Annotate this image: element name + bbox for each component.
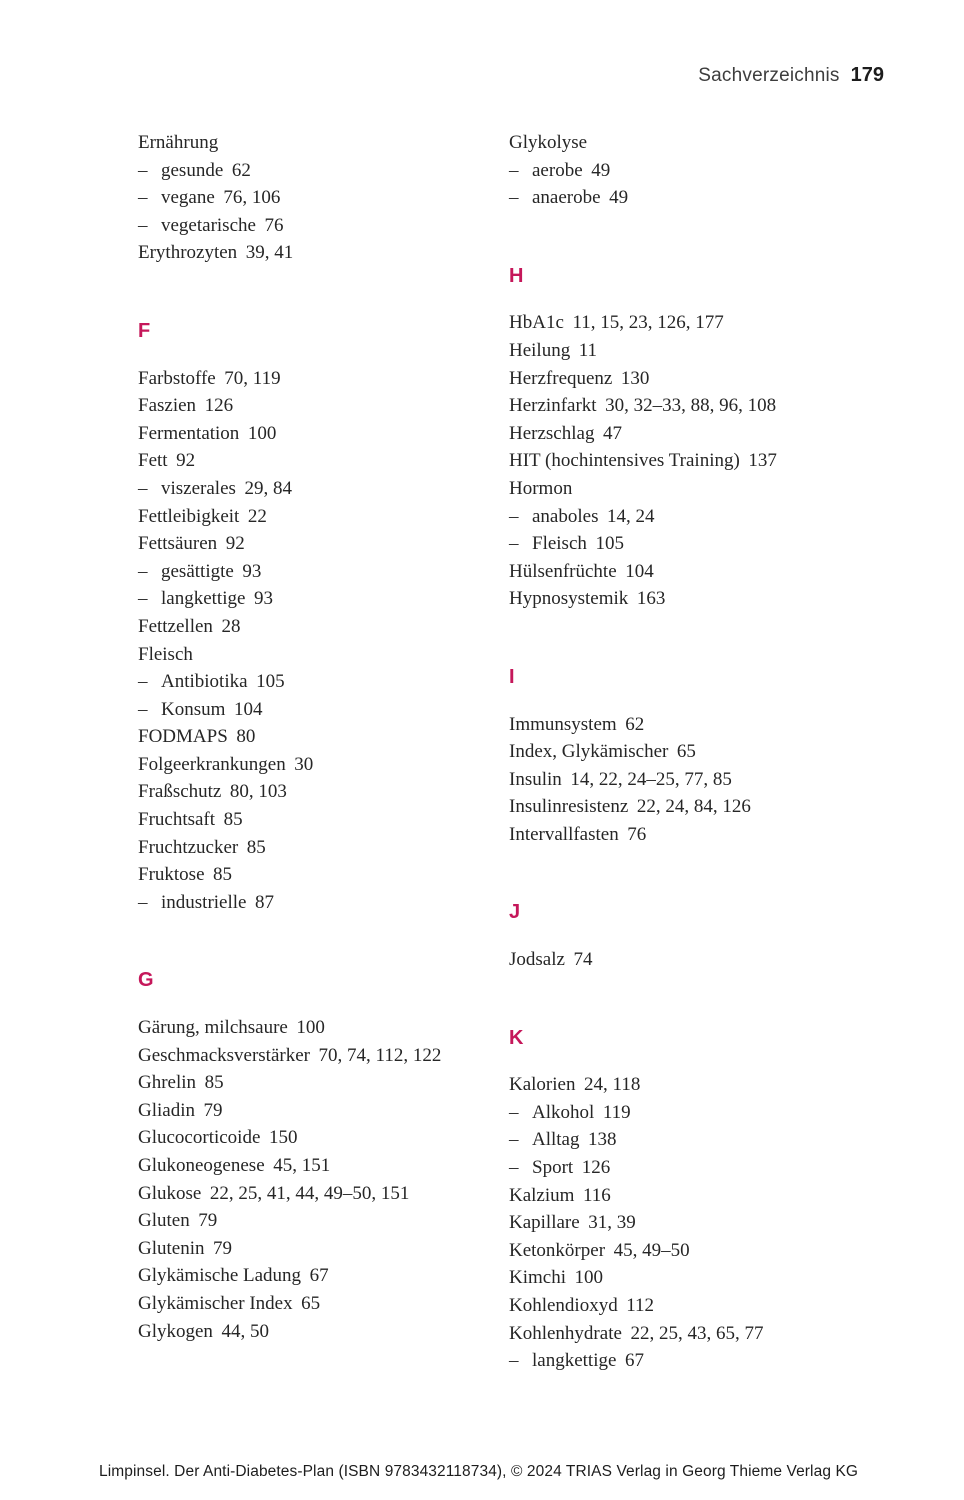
- entry-term: gesunde: [161, 159, 224, 181]
- index-entry: [138, 751, 488, 779]
- entry-pages: 87: [255, 891, 275, 913]
- index-column-right: [509, 129, 899, 1375]
- index-entry: [138, 239, 488, 267]
- entry-term: Kohlendioxyd: [509, 1295, 618, 1316]
- entry-pages: 112: [626, 1295, 655, 1316]
- index-entry: [509, 337, 899, 365]
- entry-term: Sport: [532, 1157, 574, 1179]
- entry-term: Heilung: [509, 339, 571, 361]
- index-entry: [509, 309, 899, 337]
- index-entry: [509, 129, 899, 157]
- index-entry: [138, 889, 488, 917]
- entry-term: Hypnosystemik: [509, 588, 629, 610]
- index-entry: [138, 1097, 488, 1125]
- index-entry: [138, 861, 488, 889]
- entry-group: [138, 365, 488, 917]
- entry-term: Kalzium: [509, 1184, 575, 1206]
- page-number: 179: [850, 64, 884, 86]
- entry-term: Kohlenhydrate: [509, 1322, 622, 1344]
- index-entry: [138, 212, 488, 240]
- index-entry: [138, 1152, 488, 1180]
- entry-term: Insulinresistenz: [509, 796, 629, 818]
- index-entry: [509, 184, 899, 212]
- index-entry: [138, 392, 488, 420]
- section-letter-f: F: [138, 319, 151, 342]
- entry-term: Immunsystem: [509, 713, 617, 735]
- entry-pages: 85: [223, 809, 243, 831]
- index-column-left: [138, 129, 488, 1345]
- footer-credit: Limpinsel. Der Anti-Diabetes-Plan (ISBN 9783432118734), © 2024 TRIAS Verlag in Georg Thieme Verlag KG: [99, 1463, 859, 1480]
- entry-term: Ketonkörper: [509, 1239, 606, 1261]
- entry-pages: 85: [204, 1072, 224, 1094]
- entry-term: Hormon: [509, 477, 573, 499]
- entry-pages: 79: [203, 1099, 223, 1121]
- entry-dash: –: [509, 187, 519, 209]
- index-entry: [509, 1292, 899, 1320]
- entry-pages: 105: [256, 671, 285, 693]
- entry-pages: 22, 24, 84, 126: [636, 796, 751, 818]
- entry-pages: 79: [198, 1210, 218, 1232]
- entry-term: Intervallfasten: [509, 823, 619, 845]
- section-letter-j: J: [509, 901, 521, 924]
- entry-term: Fruchtzucker: [138, 836, 239, 858]
- entry-term: Kapillare: [509, 1212, 580, 1234]
- entry-term: Index, Glykämischer: [509, 741, 669, 763]
- entry-term: Glykämische Ladung: [138, 1265, 302, 1287]
- index-entry: [138, 447, 488, 475]
- index-entry: [138, 613, 488, 641]
- entry-term: Fermentation: [138, 422, 240, 444]
- entry-term: aerobe: [532, 159, 583, 181]
- entry-pages: 126: [581, 1157, 611, 1179]
- entry-term: HbA1c: [509, 312, 564, 334]
- index-entry: [138, 1235, 488, 1263]
- entry-term: Geschmacksverstärker: [138, 1044, 310, 1066]
- entry-group: [138, 1014, 488, 1345]
- entry-pages: 49: [609, 187, 629, 209]
- index-entry: [138, 641, 488, 669]
- entry-term: Fraßschutz: [138, 781, 222, 803]
- entry-pages: 76: [627, 823, 647, 845]
- entry-pages: 126: [204, 395, 234, 417]
- entry-pages: 104: [625, 560, 654, 582]
- entry-pages: 30: [294, 753, 314, 775]
- entry-pages: 44, 50: [221, 1320, 269, 1342]
- entry-pages: 163: [636, 588, 666, 610]
- index-entry: [509, 475, 899, 503]
- entry-group: [509, 1071, 899, 1375]
- index-entry: [138, 1014, 488, 1042]
- index-entry: [509, 711, 899, 739]
- entry-pages: 92: [176, 450, 196, 472]
- entry-pages: 138: [588, 1129, 617, 1151]
- entry-term: Herzinfarkt: [509, 395, 597, 417]
- entry-pages: 39, 41: [245, 242, 294, 264]
- entry-group: [509, 309, 899, 613]
- entry-pages: 24, 118: [584, 1074, 641, 1096]
- entry-term: Gluten: [138, 1210, 190, 1232]
- entry-pages: 79: [213, 1237, 233, 1259]
- entry-dash: –: [509, 1129, 519, 1151]
- entry-term: Fruktose: [138, 864, 205, 886]
- index-entry: [138, 1290, 488, 1318]
- index-entry: [509, 1320, 899, 1348]
- entry-pages: 137: [748, 450, 777, 472]
- index-entry: [138, 420, 488, 448]
- entry-dash: –: [509, 1350, 519, 1372]
- index-entry: [138, 558, 488, 586]
- entry-term: Alltag: [532, 1129, 580, 1151]
- entry-pages: 116: [582, 1184, 611, 1206]
- entry-term: Fettzellen: [138, 615, 213, 637]
- index-entry: [138, 806, 488, 834]
- entry-pages: 100: [247, 422, 277, 444]
- entry-term: anaerobe: [532, 187, 601, 209]
- entry-dash: –: [509, 505, 519, 527]
- index-entry: [509, 946, 899, 974]
- index-entry: [509, 1264, 899, 1292]
- index-entry: [509, 1071, 899, 1099]
- index-entry: [138, 129, 488, 157]
- index-entry: [509, 821, 899, 849]
- entry-term: Folgeerkrankungen: [138, 753, 286, 775]
- index-entry: [509, 530, 899, 558]
- entry-dash: –: [138, 698, 148, 720]
- entry-pages: 22: [247, 505, 267, 527]
- entry-pages: 67: [624, 1350, 644, 1372]
- entry-term: Glykolyse: [509, 132, 588, 153]
- index-entry: [509, 157, 899, 185]
- index-entry: [138, 503, 488, 531]
- entry-pages: 49: [591, 159, 611, 181]
- entry-term: Fleisch: [138, 643, 193, 665]
- index-entry: [138, 530, 488, 558]
- entry-pages: 119: [602, 1101, 631, 1123]
- entry-term: HIT (hochintensives Training): [509, 450, 740, 472]
- index-entry: [138, 834, 488, 862]
- entry-pages: 14, 22, 24–25, 77, 85: [570, 768, 732, 790]
- entry-dash: –: [138, 214, 148, 236]
- entry-term: Hülsenfrüchte: [509, 560, 617, 582]
- entry-dash: –: [138, 187, 148, 209]
- entry-term: Fleisch: [532, 533, 587, 555]
- entry-pages: 47: [603, 422, 623, 444]
- entry-pages: 65: [676, 741, 696, 763]
- entry-pages: 29, 84: [244, 477, 292, 499]
- index-entry: [509, 1182, 899, 1210]
- entry-dash: –: [138, 560, 148, 582]
- entry-pages: 100: [574, 1267, 604, 1289]
- entry-dash: –: [509, 159, 519, 181]
- index-entry: [509, 766, 899, 794]
- entry-dash: –: [138, 671, 148, 693]
- index-entry: [509, 392, 899, 420]
- index-entry: [138, 696, 488, 724]
- section-letter-g: G: [138, 969, 154, 992]
- index-entry: [509, 585, 899, 613]
- entry-dash: –: [509, 1157, 519, 1179]
- entry-group: [509, 946, 899, 974]
- index-entry: [509, 447, 899, 475]
- entry-term: langkettige: [532, 1350, 617, 1372]
- entry-term: Glutenin: [138, 1237, 205, 1259]
- entry-dash: –: [138, 159, 148, 181]
- entry-term: gesättigte: [161, 560, 234, 582]
- entry-term: Glukose: [138, 1182, 202, 1204]
- entry-dash: –: [509, 533, 519, 555]
- entry-pages: 76: [264, 214, 284, 236]
- entry-term: Antibiotika: [161, 671, 248, 693]
- entry-pages: 130: [620, 367, 650, 389]
- entry-term: langkettige: [161, 588, 246, 610]
- index-entry: [138, 1069, 488, 1097]
- index-entry: [509, 420, 899, 448]
- entry-term: vegetarische: [161, 214, 256, 236]
- section-letter-k: K: [509, 1026, 524, 1049]
- entry-term: Alkohol: [532, 1101, 595, 1123]
- entry-pages: 11, 15, 23, 126, 177: [572, 312, 724, 334]
- entry-pages: 67: [309, 1265, 329, 1287]
- entry-pages: 74: [573, 949, 593, 971]
- entry-term: Fett: [138, 450, 168, 472]
- entry-pages: 62: [625, 713, 645, 735]
- entry-term: Ernährung: [138, 132, 219, 153]
- entry-term: Fettleibigkeit: [138, 505, 240, 527]
- entry-pages: 85: [246, 836, 266, 858]
- index-entry: [509, 503, 899, 531]
- entry-pages: 45, 49–50: [613, 1239, 690, 1261]
- entry-term: vegane: [161, 187, 215, 209]
- index-entry: [509, 1237, 899, 1265]
- entry-term: Ghrelin: [138, 1072, 197, 1094]
- index-entry: [138, 1262, 488, 1290]
- entry-term: Konsum: [161, 698, 226, 720]
- entry-term: viszerales: [161, 477, 236, 499]
- index-entry: [509, 793, 899, 821]
- entry-pages: 62: [231, 159, 251, 181]
- entry-pages: 104: [233, 698, 263, 720]
- entry-pages: 31, 39: [588, 1212, 636, 1234]
- entry-pages: 14, 24: [607, 505, 655, 527]
- entry-pages: 100: [296, 1017, 325, 1039]
- entry-term: Kimchi: [509, 1267, 566, 1289]
- entry-term: Glucocorticoide: [138, 1127, 261, 1149]
- entry-term: Fruchtsaft: [138, 809, 216, 831]
- index-entry: [509, 1126, 899, 1154]
- index-entry: [138, 1207, 488, 1235]
- index-entry: [138, 1318, 488, 1346]
- entry-term: Glykämischer Index: [138, 1292, 293, 1314]
- index-entry: [509, 1209, 899, 1237]
- entry-dash: –: [138, 588, 148, 610]
- entry-pages: 45, 151: [273, 1155, 331, 1176]
- index-entry: [509, 558, 899, 586]
- index-entry: [509, 1347, 899, 1375]
- entry-pages: 22, 25, 43, 65, 77: [630, 1322, 764, 1344]
- entry-term: Glukoneogenese: [138, 1155, 265, 1176]
- index-entry: [138, 778, 488, 806]
- entry-pages: 85: [213, 864, 233, 886]
- index-entry: [138, 668, 488, 696]
- entry-term: Farbstoffe: [138, 367, 216, 389]
- index-entry: [138, 184, 488, 212]
- index-entry: [138, 1042, 488, 1070]
- entry-pages: 76, 106: [223, 187, 281, 209]
- index-entry: [138, 585, 488, 613]
- running-head: [698, 64, 884, 87]
- index-entry: [138, 365, 488, 393]
- entry-term: Fettsäuren: [138, 533, 218, 555]
- entry-pages: 80: [236, 726, 256, 748]
- index-entry: [138, 723, 488, 751]
- entry-term: Herzfrequenz: [509, 367, 613, 389]
- entry-term: Jodsalz: [509, 949, 565, 971]
- entry-pages: 70, 74, 112, 122: [318, 1044, 442, 1066]
- entry-term: anaboles: [532, 505, 599, 527]
- entry-term: Gärung, milchsaure: [138, 1017, 288, 1039]
- index-entry: [509, 1099, 899, 1127]
- entry-pages: 150: [268, 1127, 298, 1149]
- running-head-title: Sachverzeichnis: [698, 65, 840, 86]
- entry-pages: 30, 32–33, 88, 96, 108: [605, 395, 777, 417]
- section-letter-h: H: [509, 264, 524, 287]
- entry-dash: –: [138, 477, 148, 499]
- entry-pages: 70, 119: [224, 367, 281, 389]
- entry-group: [509, 129, 899, 212]
- entry-dash: –: [138, 891, 148, 913]
- entry-pages: 105: [595, 533, 624, 555]
- entry-pages: 22, 25, 41, 44, 49–50, 151: [209, 1182, 410, 1204]
- entry-pages: 93: [242, 560, 262, 582]
- entry-term: Faszien: [138, 395, 197, 417]
- index-entry: [138, 1124, 488, 1152]
- section-letter-i: I: [509, 665, 515, 688]
- index-entry: [509, 1154, 899, 1182]
- entry-term: Herzschlag: [509, 422, 595, 444]
- entry-term: Insulin: [509, 768, 562, 790]
- index-entry: [138, 157, 488, 185]
- entry-pages: 65: [301, 1292, 321, 1314]
- entry-group: [509, 711, 899, 849]
- entry-pages: 28: [221, 615, 241, 637]
- entry-term: Kalorien: [509, 1074, 576, 1096]
- entry-pages: 11: [578, 339, 598, 361]
- entry-group: [138, 129, 488, 267]
- entry-pages: 93: [253, 588, 273, 610]
- entry-term: Erythrozyten: [138, 242, 238, 264]
- entry-term: industrielle: [161, 891, 247, 913]
- entry-term: Glykogen: [138, 1320, 213, 1342]
- index-entry: [138, 1180, 488, 1208]
- entry-pages: 92: [225, 533, 245, 555]
- entry-pages: 80, 103: [229, 781, 287, 803]
- index-entry: [509, 365, 899, 393]
- entry-term: Gliadin: [138, 1099, 195, 1121]
- entry-term: FODMAPS: [138, 726, 228, 748]
- index-entry: [138, 475, 488, 503]
- entry-dash: –: [509, 1101, 519, 1123]
- index-entry: [509, 738, 899, 766]
